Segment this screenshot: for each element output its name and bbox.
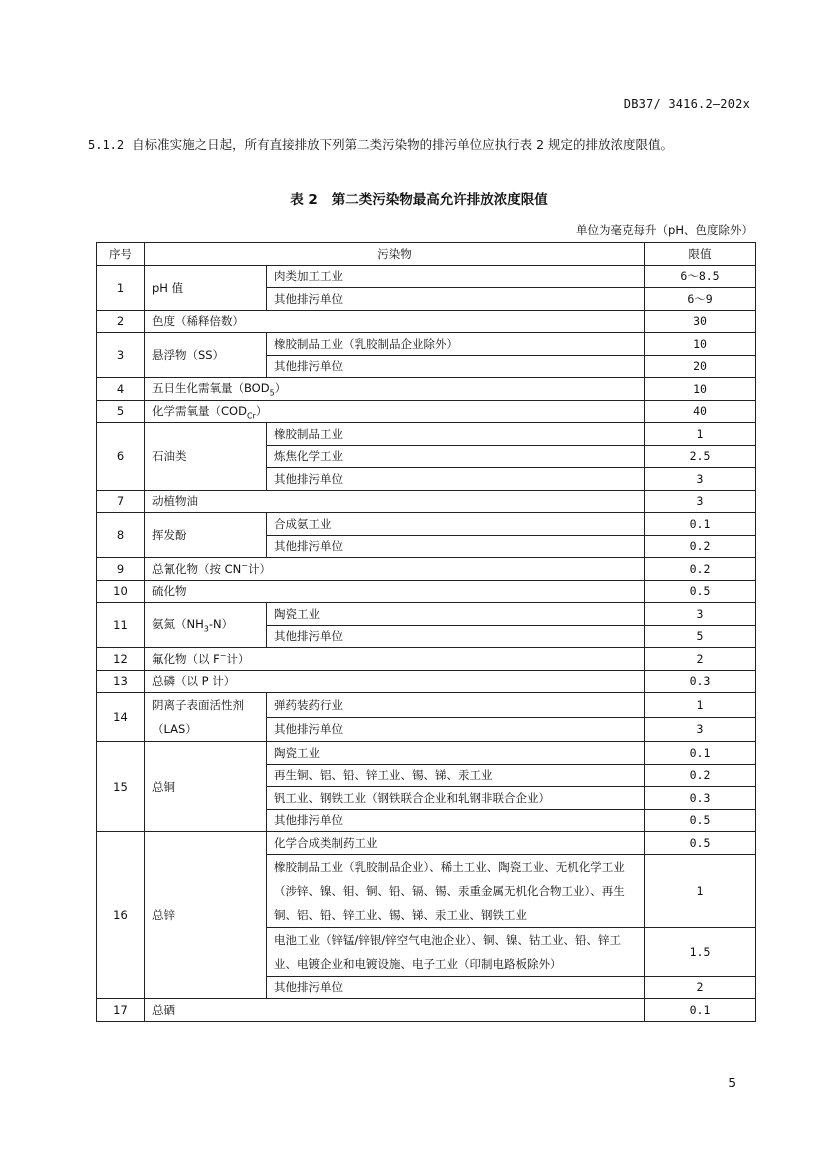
pollutant-name: 色度（稀释倍数） [145,310,645,333]
limit-value: 30 [645,310,756,333]
pollutant-name: 悬浮物（SS） [145,333,267,378]
limit-value: 0.5 [645,809,756,832]
name-subscript: 5 [269,388,275,398]
pollutant-name: pH 值 [145,265,267,310]
sub-category: 陶瓷工业 [267,603,645,626]
sub-category: 电池工业（锌锰/锌银/锌空气电池企业）、铜、镍、钴工业、铅、锌工业、电镀企业和电镀设施、电子工业（印制电路板除外） [267,927,645,976]
pollutant-name [145,378,645,401]
name-text: 五日生化需氧量（BOD [152,381,270,396]
table-row [97,603,756,626]
limit-value: 0.5 [645,832,756,855]
table-row [97,513,756,536]
limit-value: 0.1 [645,513,756,536]
table-row [97,742,756,765]
limit-value: 40 [645,400,756,423]
limit-value: 3 [645,603,756,626]
table-row [97,999,756,1022]
header-limit: 限值 [645,243,756,266]
sub-category: 合成氨工业 [267,513,645,536]
sub-category: 橡胶制品工业 [267,423,645,446]
limit-value: 0.5 [645,580,756,603]
limit-value: 5 [645,625,756,648]
sub-category: 橡胶制品工业（乳胶制品企业除外） [267,333,645,356]
table-row [97,580,756,603]
limit-value: 10 [645,333,756,356]
sub-category: 化学合成类制药工业 [267,832,645,855]
pollutant-name: 阴离子表面活性剂（LAS） [145,693,267,742]
pollutant-name: 挥发酚 [145,513,267,558]
table-header-row [97,243,756,266]
pollutant-name: 硫化物 [145,580,645,603]
limit-value: 2 [645,648,756,671]
sub-category: 弹药装药行业 [267,693,645,718]
name-text: 总氰化物（按 CN [152,561,242,576]
row-seq: 10 [97,580,145,603]
table-row [97,265,756,288]
pollutant-name [145,558,645,581]
name-text: 化学需氧量（COD [152,403,247,418]
sub-category: 其他排污单位 [267,625,645,648]
name-superscript: − [219,650,227,660]
pollutant-name: 总锌 [145,832,267,999]
row-seq: 16 [97,832,145,999]
row-seq: 8 [97,513,145,558]
table-row [97,648,756,671]
table-title [88,188,750,208]
table-row [97,333,756,356]
row-seq: 13 [97,670,145,693]
pollutant-name [145,648,645,671]
limit-value: 0.2 [645,535,756,558]
limit-value: 1 [645,693,756,718]
limits-table [96,242,756,1022]
sub-category: 其他排污单位 [267,288,645,311]
sub-category: 其他排污单位 [267,717,645,742]
name-subscript: Cr [246,410,256,420]
sub-category: 再生铜、铝、铅、锌工业、锡、锑、汞工业 [267,764,645,787]
sub-category: 橡胶制品工业（乳胶制品企业）、稀土工业、陶瓷工业、无机化学工业（涉锌、镍、钼、铜、铅、镉、锡、汞重金属无机化合物工业）、再生铜、铝、铅、锌工业、锡、锑、汞工业、钢铁工业 [267,854,645,927]
limit-value: 0.1 [645,999,756,1022]
row-seq: 9 [97,558,145,581]
pollutant-name: 动植物油 [145,490,645,513]
limit-value: 3 [645,717,756,742]
name-text: ） [255,403,268,418]
clause-number: 5.1.2 [88,138,125,152]
table-row [97,693,756,718]
sub-category: 其他排污单位 [267,355,645,378]
name-text: ） [274,381,287,396]
limit-value: 3 [645,490,756,513]
pollutant-name [145,603,267,648]
limit-value: 1 [645,423,756,446]
pollutant-name: 石油类 [145,423,267,491]
limit-value: 1.5 [645,927,756,976]
sub-category: 炼焦化学工业 [267,445,645,468]
sub-category: 其他排污单位 [267,976,645,999]
table-row [97,423,756,446]
name-text: 计） [226,651,250,666]
limit-value: 2 [645,976,756,999]
row-seq: 4 [97,378,145,401]
name-text: 氟化物（以 F [152,651,220,666]
table-row [97,378,756,401]
sub-category: 钒工业、钢铁工业（钢铁联合企业和轧钢非联合企业） [267,787,645,810]
sub-category: 肉类加工工业 [267,265,645,288]
header-seq: 序号 [97,243,145,266]
pollutant-name: 总硒 [145,999,645,1022]
limit-value: 0.2 [645,558,756,581]
pollutant-name [145,400,645,423]
table-row [97,558,756,581]
limit-value: 3 [645,468,756,491]
sub-category: 陶瓷工业 [267,742,645,765]
page-number: 5 [728,1076,736,1090]
row-seq: 15 [97,742,145,832]
limit-value: 20 [645,355,756,378]
name-text: 氨氮（NH [152,617,204,632]
name-subscript: 3 [203,624,209,634]
limit-value: 0.3 [645,670,756,693]
table-row [97,400,756,423]
row-seq: 11 [97,603,145,648]
row-seq: 1 [97,265,145,310]
name-text: 计） [248,561,271,576]
row-seq: 2 [97,310,145,333]
table-row [97,490,756,513]
row-seq: 17 [97,999,145,1022]
row-seq: 12 [97,648,145,671]
row-seq: 7 [97,490,145,513]
table-number: 表 2 [290,192,318,208]
row-seq: 5 [97,400,145,423]
clause-text: 自标准实施之日起，所有直接排放下列第二类污染物的排污单位应执行表 2 规定的排放浓度限值。 [132,137,674,152]
table-row [97,310,756,333]
sub-category: 其他排污单位 [267,468,645,491]
limit-value: 0.1 [645,742,756,765]
row-seq: 3 [97,333,145,378]
limit-value: 6～9 [645,288,756,311]
row-seq: 6 [97,423,145,491]
unit-note: 单位为毫克每升（pH、色度除外） [576,223,753,237]
row-seq: 14 [97,693,145,742]
clause-paragraph [88,133,750,157]
limit-value: 1 [645,854,756,927]
table-row [97,670,756,693]
table-caption: 第二类污染物最高允许排放浓度限值 [331,192,548,208]
document-code: DB37/ 3416.2—202x [623,97,750,111]
limit-value: 0.3 [645,787,756,810]
limit-value: 0.2 [645,764,756,787]
header-pollutant: 污染物 [145,243,645,266]
name-text: -N） [208,617,234,632]
sub-category: 其他排污单位 [267,809,645,832]
name-superscript: − [241,560,248,570]
sub-category: 其他排污单位 [267,535,645,558]
limit-value: 10 [645,378,756,401]
limit-value: 2.5 [645,445,756,468]
pollutant-name: 总铜 [145,742,267,832]
pollutant-name: 总磷（以 P 计） [145,670,645,693]
limit-value: 6～8.5 [645,265,756,288]
table-row [97,832,756,855]
